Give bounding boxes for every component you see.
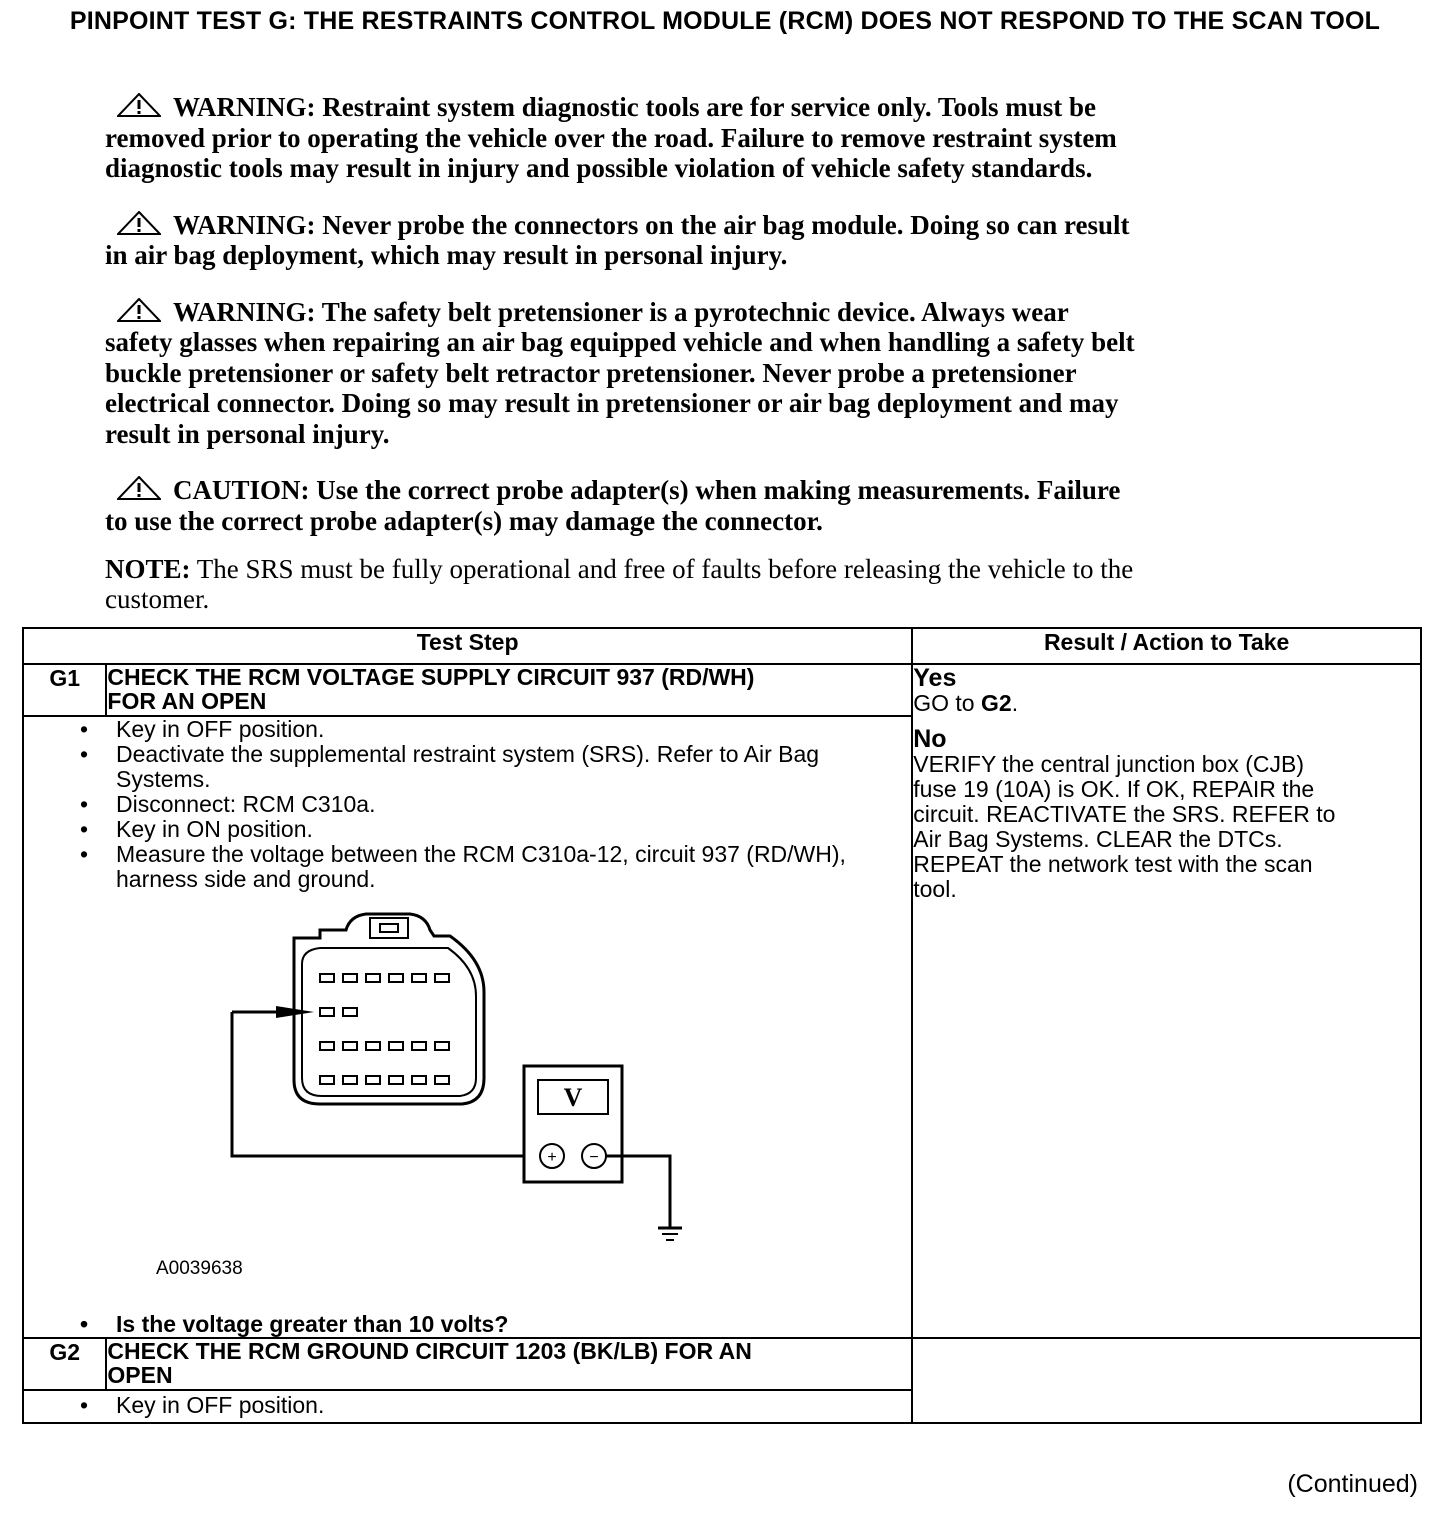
result-yes-label: Yes [913,664,957,692]
step-title-row [23,664,1421,716]
warning-line: diagnostic tools may result in injury and possible violation of vehicle safety standards. [105,153,1093,183]
step-question [24,1312,911,1337]
result-no-line: tool. [913,876,957,902]
voltmeter-connector-illustration [24,892,920,1312]
warning-line: WARNING: Restraint system diagnostic tools are for service only. Tools must be [173,92,1096,122]
result-no-label: No [913,725,947,753]
ground-icon [606,1156,682,1240]
figure-id: A0039638 [156,1258,243,1279]
list-item: • Key in OFF position. [116,717,851,742]
step-result [912,1338,1421,1423]
warning-triangle-icon [117,211,161,235]
note-srs [105,554,1330,614]
result-no-line: fuse 19 (10A) is OK. If OK, REPAIR the [913,776,1315,802]
col-header-result: Result / Action to Take [912,628,1421,664]
list-item: • Measure the voltage between the RCM C310a-12, circuit 937 (RD/WH), harness side and ground. [116,842,851,892]
connector-pins [320,974,449,1084]
warning-triangle-icon [117,298,161,322]
result-no-line: REPEAT the network test with the scan [913,851,1313,877]
warning-line: WARNING: The safety belt pretensioner is a pyrotechnic device. Always wear [173,296,1069,327]
step-title-row [23,1338,1421,1390]
warning-line: result in personal injury. [105,418,390,449]
col-header-test-step: Test Step [23,628,912,664]
voltmeter-label: V [563,1083,583,1112]
warning-line: CAUTION: Use the correct probe adapter(s) when making measurements. Failure [173,475,1121,505]
step-title-line: CHECK THE RCM GROUND CIRCUIT 1203 (BK/LB) FOR AN [107,1338,752,1364]
warning-line: safety glasses when repairing an air bag equipped vehicle and when handling a safety belt [105,327,1135,357]
list-item: • Is the voltage greater than 10 volts? [116,1312,851,1337]
result-yes-target: G2 [981,690,1012,716]
note-label: NOTE: [105,554,191,584]
warnings-block [105,92,1330,614]
step-id: G1 [23,664,106,716]
continued-label: (Continued) [1287,1470,1418,1498]
page-title [20,8,1430,34]
caution-triangle-icon [117,476,161,500]
warning-line: buckle pretensioner or safety belt retractor pretensioner. Never probe a pretensioner [105,357,1077,388]
connector-diagram [24,892,911,1312]
warning-triangle-icon [117,93,161,117]
warning-line: WARNING: Never probe the connectors on the air bag module. Doing so can result [173,209,1130,240]
voltmeter-minus: − [589,1149,599,1166]
table-header-row [23,628,1421,664]
list-item: • Disconnect: RCM C310a. [116,792,851,817]
warning-line: removed prior to operating the vehicle over the road. Failure to remove restraint system [105,122,1117,153]
voltmeter [524,1066,622,1182]
caution-probe-adapter [105,475,1330,536]
result-no-line: circuit. REACTIVATE the SRS. REFER to [913,801,1336,827]
step-instructions [24,1393,911,1418]
step-instructions [24,717,911,892]
result-no-line: VERIFY the central junction box (CJB) [913,751,1304,777]
connector-inner [302,948,476,1096]
step-id: G2 [23,1338,106,1390]
note-text: The SRS must be fully operational and free of faults before releasing the vehicle to the [196,554,1134,584]
warning-restraint-tools [105,92,1330,184]
step-title [106,664,912,716]
probe-lead [232,1006,524,1156]
step-body [23,716,912,1338]
warning-pretensioner [105,297,1330,450]
pinpoint-test-table [22,627,1422,1424]
warning-line: to use the correct probe adapter(s) may damage the connector. [105,505,823,536]
voltmeter-plus: + [547,1149,557,1166]
list-item: • Deactivate the supplemental restraint system (SRS). Refer to Air Bag Systems. [116,742,851,792]
step-body [23,1390,912,1423]
step-result [912,664,1421,1338]
step-title [106,1338,912,1390]
connector-latch [370,918,408,938]
list-item: • Key in ON position. [116,817,851,842]
list-item: • Key in OFF position. [116,1393,851,1418]
result-yes-action [913,691,1420,716]
warning-air-bag-connectors [105,210,1330,271]
warning-line: electrical connector. Doing so may result in pretensioner or air bag deployment and may [105,388,1119,418]
page-title-text: PINPOINT TEST G: THE RESTRAINTS CONTROL MODULE (RCM) DOES NOT RESPOND TO THE SCAN TOOL [69,7,1381,35]
note-text: customer. [105,584,210,614]
result-yes-text: GO to [913,690,981,716]
warning-line: in air bag deployment, which may result in personal injury. [105,240,788,270]
step-title-line: OPEN [107,1362,173,1388]
step-title-line: FOR AN OPEN [107,688,267,714]
result-yes-suffix: . [1011,690,1019,716]
step-title-line: CHECK THE RCM VOLTAGE SUPPLY CIRCUIT 937 (RD/WH) [107,664,755,690]
result-no-line: Air Bag Systems. CLEAR the DTCs. [913,826,1283,852]
